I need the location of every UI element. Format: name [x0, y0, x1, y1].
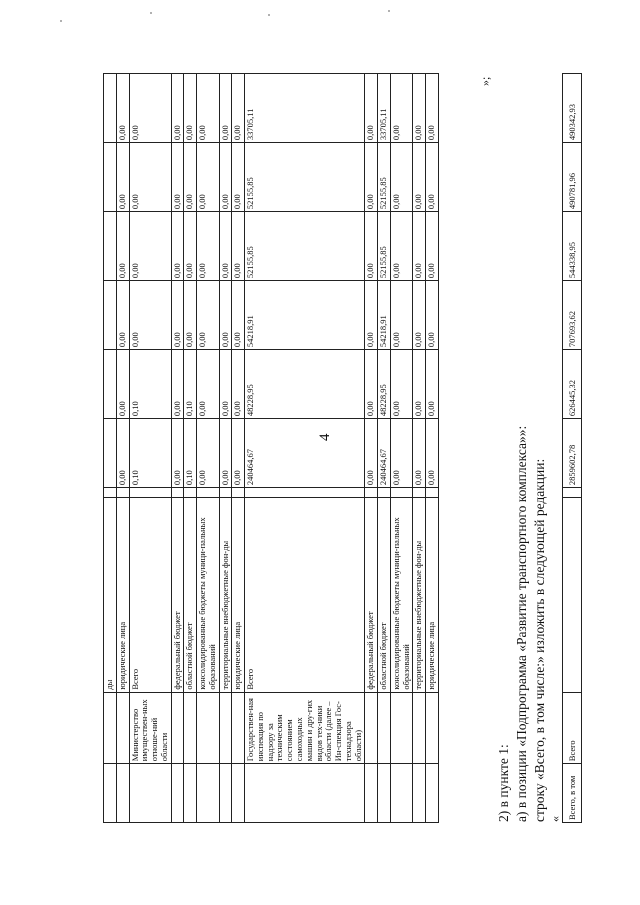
organization-cell: [390, 692, 413, 764]
value-cell: 240464,67: [378, 419, 391, 488]
funding-source-cell: Всего: [245, 498, 365, 692]
value-cell: 0,00: [390, 350, 413, 419]
organization-cell: [197, 692, 220, 764]
value-cell: 48228,95: [245, 350, 365, 419]
value-cell: 2859602,78: [563, 419, 582, 488]
value-cell: 0,00: [197, 143, 220, 212]
instruction-line-1: 2) в пункте 1:: [496, 744, 511, 822]
value-cell: [104, 143, 117, 212]
organization-cell: [232, 692, 245, 764]
blank-cell: [116, 764, 129, 823]
table-row: [129, 74, 171, 823]
value-cell: 0,00: [219, 143, 232, 212]
value-cell: 0,10: [184, 350, 197, 419]
separator-cell: [171, 488, 184, 498]
value-cell: 0,00: [232, 143, 245, 212]
value-cell: 0,00: [232, 281, 245, 350]
value-cell: 0,00: [171, 143, 184, 212]
value-cell: 0,00: [116, 212, 129, 281]
value-cell: 52155,85: [378, 212, 391, 281]
funding-source-cell: консолидированные бюджеты муници-пальных образований: [197, 498, 220, 692]
value-cell: 0,00: [116, 74, 129, 143]
separator-cell: [197, 488, 220, 498]
value-cell: 0,00: [413, 419, 426, 488]
blank-cell: [232, 764, 245, 823]
separator-cell: [245, 488, 365, 498]
funding-source-cell: федеральный бюджет: [365, 498, 378, 692]
separator-cell: [116, 488, 129, 498]
blank-cell: [413, 764, 426, 823]
value-cell: 0,00: [390, 143, 413, 212]
value-cell: 0,00: [116, 143, 129, 212]
value-cell: 0,00: [184, 281, 197, 350]
separator-cell: [232, 488, 245, 498]
value-cell: 0,00: [184, 74, 197, 143]
budget-table-rotated: [103, 73, 473, 823]
separator-cell: [129, 488, 171, 498]
value-cell: 0,00: [413, 281, 426, 350]
value-cell: 240464,67: [245, 419, 365, 488]
funding-source-cell: консолидированные бюджеты муници-пальных образований: [390, 498, 413, 692]
separator-cell: [219, 488, 232, 498]
value-cell: 0,00: [232, 212, 245, 281]
value-cell: 0,00: [426, 350, 439, 419]
value-cell: 0,00: [129, 212, 171, 281]
budget-table: [103, 73, 439, 823]
value-cell: 0,00: [365, 143, 378, 212]
value-cell: 626445,32: [563, 350, 582, 419]
row-subject-cell: Всего: [563, 692, 582, 764]
value-cell: 33705,11: [378, 74, 391, 143]
instruction-line-3: строку «Всего, в том числе:» изложить в следующей редакции:: [532, 458, 547, 822]
table-row: [232, 74, 245, 823]
funding-source-cell: территориальные внебюджетные фон-ды: [413, 498, 426, 692]
value-cell: 0,00: [171, 281, 184, 350]
value-cell: 0,00: [171, 419, 184, 488]
funding-source-cell: областной бюджет: [184, 498, 197, 692]
value-cell: 0,00: [232, 350, 245, 419]
replacement-row-rotated: [562, 73, 582, 823]
value-cell: 0,00: [390, 74, 413, 143]
open-quote: «: [548, 816, 562, 822]
value-cell: 0,00: [116, 281, 129, 350]
value-cell: 0,00: [116, 350, 129, 419]
blank-cell: [197, 764, 220, 823]
value-cell: [104, 281, 117, 350]
funding-source-cell: федеральный бюджет: [171, 498, 184, 692]
value-cell: 707693,62: [563, 281, 582, 350]
separator-cell: [426, 488, 439, 498]
value-cell: 0,00: [365, 281, 378, 350]
value-cell: 0,00: [219, 212, 232, 281]
organization-cell: [104, 692, 117, 764]
organization-cell: [365, 692, 378, 764]
value-cell: 0,00: [365, 419, 378, 488]
value-cell: 0,00: [232, 74, 245, 143]
blank-cell: [563, 498, 582, 692]
page-number: 4: [317, 433, 333, 441]
value-cell: 0,00: [129, 74, 171, 143]
value-cell: 52155,85: [378, 143, 391, 212]
value-cell: 0,00: [171, 212, 184, 281]
value-cell: 0,00: [197, 419, 220, 488]
value-cell: 0,00: [197, 74, 220, 143]
organization-cell: [171, 692, 184, 764]
separator-cell: [365, 488, 378, 498]
organization-cell: [116, 692, 129, 764]
value-cell: 0,10: [129, 419, 171, 488]
value-cell: 0,00: [426, 143, 439, 212]
value-cell: 0,00: [413, 143, 426, 212]
row-label-cell: Всего, в том: [563, 764, 582, 823]
blank-cell: [426, 764, 439, 823]
value-cell: 544338,95: [563, 212, 582, 281]
value-cell: 0,00: [197, 281, 220, 350]
table-row: [116, 74, 129, 823]
replacement-row: [563, 74, 582, 823]
blank-cell: [378, 764, 391, 823]
table-row: [390, 74, 413, 823]
value-cell: 54218,91: [378, 281, 391, 350]
closing-mark: »;: [478, 76, 492, 86]
table-row: [413, 74, 426, 823]
value-cell: 0,00: [219, 281, 232, 350]
blank-cell: [245, 764, 365, 823]
organization-cell: [426, 692, 439, 764]
value-cell: 0,10: [129, 350, 171, 419]
table-row: [365, 74, 378, 823]
scan-artifact: [268, 14, 270, 16]
blank-cell: [390, 764, 413, 823]
separator-cell: [104, 488, 117, 498]
value-cell: 0,00: [426, 74, 439, 143]
value-cell: 0,00: [129, 143, 171, 212]
table-row: [219, 74, 232, 823]
value-cell: [104, 350, 117, 419]
blank-cell: [365, 764, 378, 823]
blank-cell: [104, 764, 117, 823]
funding-source-cell: юридические лица: [116, 498, 129, 692]
organization-cell: [413, 692, 426, 764]
funding-source-cell: областной бюджет: [378, 498, 391, 692]
value-cell: 0,00: [413, 212, 426, 281]
value-cell: 490342,93: [563, 74, 582, 143]
separator-cell: [413, 488, 426, 498]
separator-cell: [184, 488, 197, 498]
blank-cell: [129, 764, 171, 823]
value-cell: 54218,91: [245, 281, 365, 350]
value-cell: 0,00: [219, 350, 232, 419]
organization-cell: Министерство имуществен-ных отноше-ний области: [129, 692, 171, 764]
value-cell: 52155,85: [245, 143, 365, 212]
value-cell: 0,00: [219, 74, 232, 143]
instruction-line-2: а) в позиции «Подпрограмма «Развитие транспортного комплекса»»:: [514, 425, 529, 822]
value-cell: 0,00: [197, 350, 220, 419]
funding-source-cell: территориальные внебюджетные фон-ды: [219, 498, 232, 692]
value-cell: 0,00: [390, 281, 413, 350]
value-cell: 0,10: [184, 419, 197, 488]
value-cell: 0,00: [426, 212, 439, 281]
table-row: [197, 74, 220, 823]
scan-artifact: [60, 20, 62, 22]
value-cell: [104, 212, 117, 281]
funding-source-cell: ды: [104, 498, 117, 692]
value-cell: 33705,11: [245, 74, 365, 143]
table-row: [378, 74, 391, 823]
value-cell: 0,00: [413, 350, 426, 419]
scan-artifact: [150, 12, 152, 14]
value-cell: 0,00: [365, 74, 378, 143]
value-cell: 0,00: [232, 419, 245, 488]
value-cell: 52155,85: [245, 212, 365, 281]
funding-source-cell: юридические лица: [426, 498, 439, 692]
blank-cell: [219, 764, 232, 823]
value-cell: 0,00: [365, 212, 378, 281]
organization-cell: [184, 692, 197, 764]
value-cell: 0,00: [413, 74, 426, 143]
value-cell: 0,00: [390, 212, 413, 281]
value-cell: 0,00: [390, 419, 413, 488]
value-cell: 0,00: [426, 281, 439, 350]
value-cell: 48228,95: [378, 350, 391, 419]
value-cell: 0,00: [184, 212, 197, 281]
value-cell: 0,00: [426, 419, 439, 488]
value-cell: [104, 74, 117, 143]
funding-source-cell: юридические лица: [232, 498, 245, 692]
value-cell: [104, 419, 117, 488]
table-row: [104, 74, 117, 823]
scan-artifact: [388, 10, 390, 12]
organization-cell: [378, 692, 391, 764]
value-cell: 490781,96: [563, 143, 582, 212]
blank-cell: [171, 764, 184, 823]
value-cell: 0,00: [197, 212, 220, 281]
table-row: [171, 74, 184, 823]
separator-cell: [390, 488, 413, 498]
replacement-row-table: [562, 73, 582, 823]
organization-cell: [219, 692, 232, 764]
separator-cell: [563, 488, 582, 498]
organization-cell: Государствен-ная инспекция по надзору за техническим состоянием самоходных машин и дру-гих видов тех-ники области (далее – Ин-спекция Гос-технадзора области): [245, 692, 365, 764]
value-cell: 0,00: [184, 143, 197, 212]
blank-cell: [184, 764, 197, 823]
table-row: [245, 74, 365, 823]
table-row: [426, 74, 439, 823]
separator-cell: [378, 488, 391, 498]
value-cell: 0,00: [116, 419, 129, 488]
value-cell: 0,00: [365, 350, 378, 419]
funding-source-cell: Всего: [129, 498, 171, 692]
value-cell: 0,00: [171, 350, 184, 419]
value-cell: 0,00: [219, 419, 232, 488]
value-cell: 0,00: [171, 74, 184, 143]
value-cell: 0,00: [129, 281, 171, 350]
table-row: [184, 74, 197, 823]
